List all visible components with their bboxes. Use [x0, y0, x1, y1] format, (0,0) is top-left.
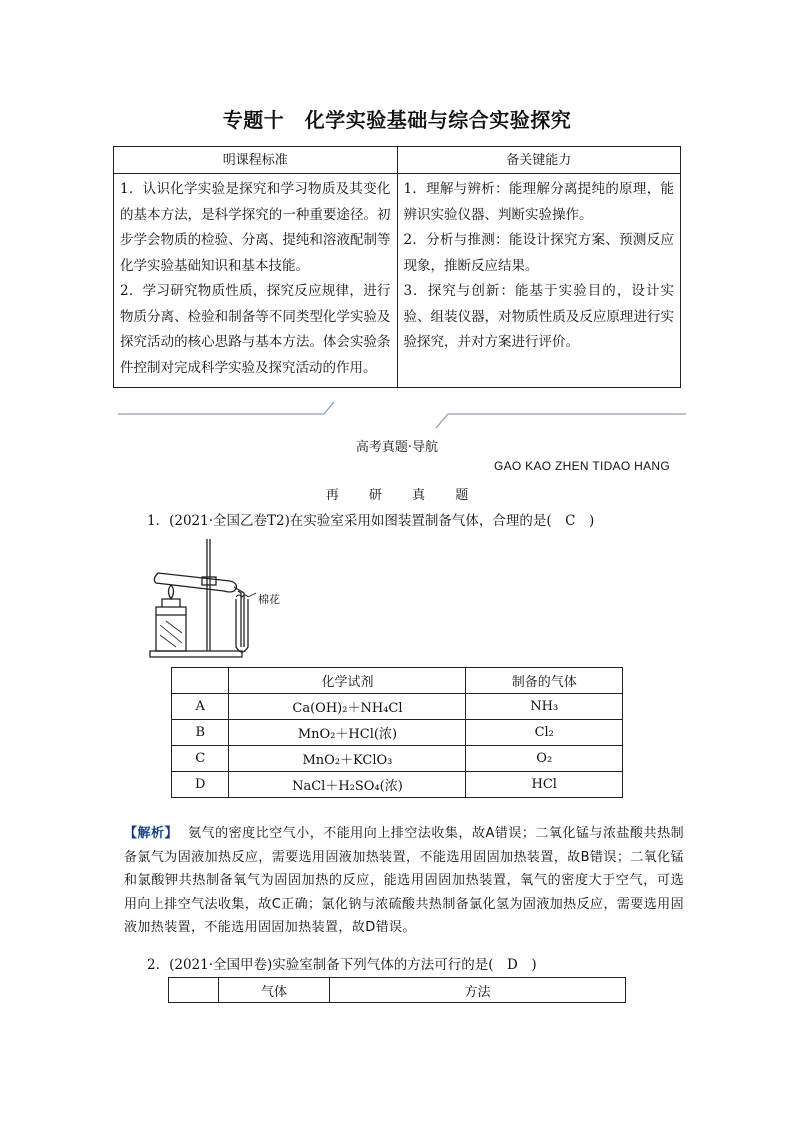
standard-item: 2．学习研究物质性质，探究反应规律，进行物质分离、检验和制备等不同类型化学实验及探究活动的核心思路与基本方法。体会实验条件控制对完成科学实验及探究活动的作用。 [120, 283, 391, 376]
table-row [172, 694, 623, 720]
reagent-cell: MnO₂＋KClO₃ [229, 746, 466, 772]
table-header-cell [172, 668, 229, 694]
option-label: B [172, 720, 229, 746]
standards-left-header: 明课程标准 [114, 147, 398, 174]
ability-item: 1．理解与辨析：能理解分离提纯的原理，能辨识实验仪器、判断实验操作。 [403, 181, 674, 223]
table-header-cell: 制备的气体 [466, 668, 623, 694]
analysis-text: 氨气的密度比空气小，不能用向上排空法收集，故A错误；二氧化锰与浓盐酸共热制备氯气为固液加热反应，需要选用固液加热装置，不能选用固固加热装置，故B错误；二氧化锰和氯酸钾共热制备氧气为固固加热的反应，能选用固固加热装置，氧气的密度大于空气，可选用向上排空气法收集，故C正确；氯化钠与浓硫酸共热制备氯化氢为固液加热反应，需要选用固液加热装置，不能选用固固加热装置，故D错误。 [124, 826, 684, 935]
section-heading-char: 研 [368, 488, 382, 503]
table-header-cell: 方法 [330, 978, 626, 1003]
table-header-row [169, 978, 626, 1003]
analysis-tag: 【解析】 [124, 826, 179, 841]
table-row [172, 746, 623, 772]
standards-right-cell [397, 174, 681, 388]
standards-right-header: 备关键能力 [397, 147, 681, 174]
question-2-stem: 2．(2021·全国甲卷)实验室制备下列气体的方法可行的是( D ) [147, 957, 537, 973]
table-header-cell: 气体 [219, 978, 330, 1003]
page-title: 专题十 化学实验基础与综合实验探究 [222, 108, 572, 132]
section-heading-char: 题 [455, 488, 469, 503]
table-row [172, 720, 623, 746]
option-label: D [172, 772, 229, 798]
table-header-row [172, 668, 623, 694]
table-header-cell: 化学试剂 [229, 668, 466, 694]
cotton-label: 棉花 [258, 593, 280, 606]
section-heading [0, 484, 794, 503]
gas-cell: Cl₂ [466, 720, 623, 746]
section-heading-char: 真 [412, 488, 426, 503]
question-2-table [168, 977, 626, 1003]
reagent-cell: NaCl＋H₂SO₄(浓) [229, 772, 466, 798]
gas-cell: O₂ [466, 746, 623, 772]
section-divider-decoration [118, 398, 686, 432]
apparatus-diagram [148, 535, 308, 659]
standard-item: 1．认识化学实验是探究和学习物质及其变化的基本方法，是科学探究的一种重要途径。初步学会物质的检验、分离、提纯和溶液配制等化学实验基础知识和基本技能。 [120, 181, 391, 274]
option-label: C [172, 746, 229, 772]
table-row [172, 772, 623, 798]
gas-cell: HCl [466, 772, 623, 798]
nav-heading-pinyin: GAO KAO ZHEN TIDAO HANG [493, 459, 670, 473]
nav-heading: 高考真题·导航 [355, 440, 439, 455]
ability-item: 3．探究与创新：能基于实验目的，设计实验、组装仪器，对物质性质及反应原理进行实验探究，并对方案进行评价。 [403, 283, 674, 350]
question-1-stem: 1．(2021·全国乙卷T2)在实验室采用如图装置制备气体，合理的是( C ) [147, 513, 595, 529]
question-1-options-table [171, 667, 623, 798]
reagent-cell: Ca(OH)₂＋NH₄Cl [229, 694, 466, 720]
section-heading-char: 再 [325, 488, 339, 503]
question-1-analysis [124, 822, 684, 940]
gas-cell: NH₃ [466, 694, 623, 720]
standards-left-cell [114, 174, 398, 388]
option-label: A [172, 694, 229, 720]
table-header-cell [169, 978, 219, 1003]
ability-item: 2．分析与推测：能设计探究方案、预测反应现象，推断反应结果。 [403, 232, 674, 274]
curriculum-standards-table [113, 146, 681, 388]
reagent-cell: MnO₂＋HCl(浓) [229, 720, 466, 746]
